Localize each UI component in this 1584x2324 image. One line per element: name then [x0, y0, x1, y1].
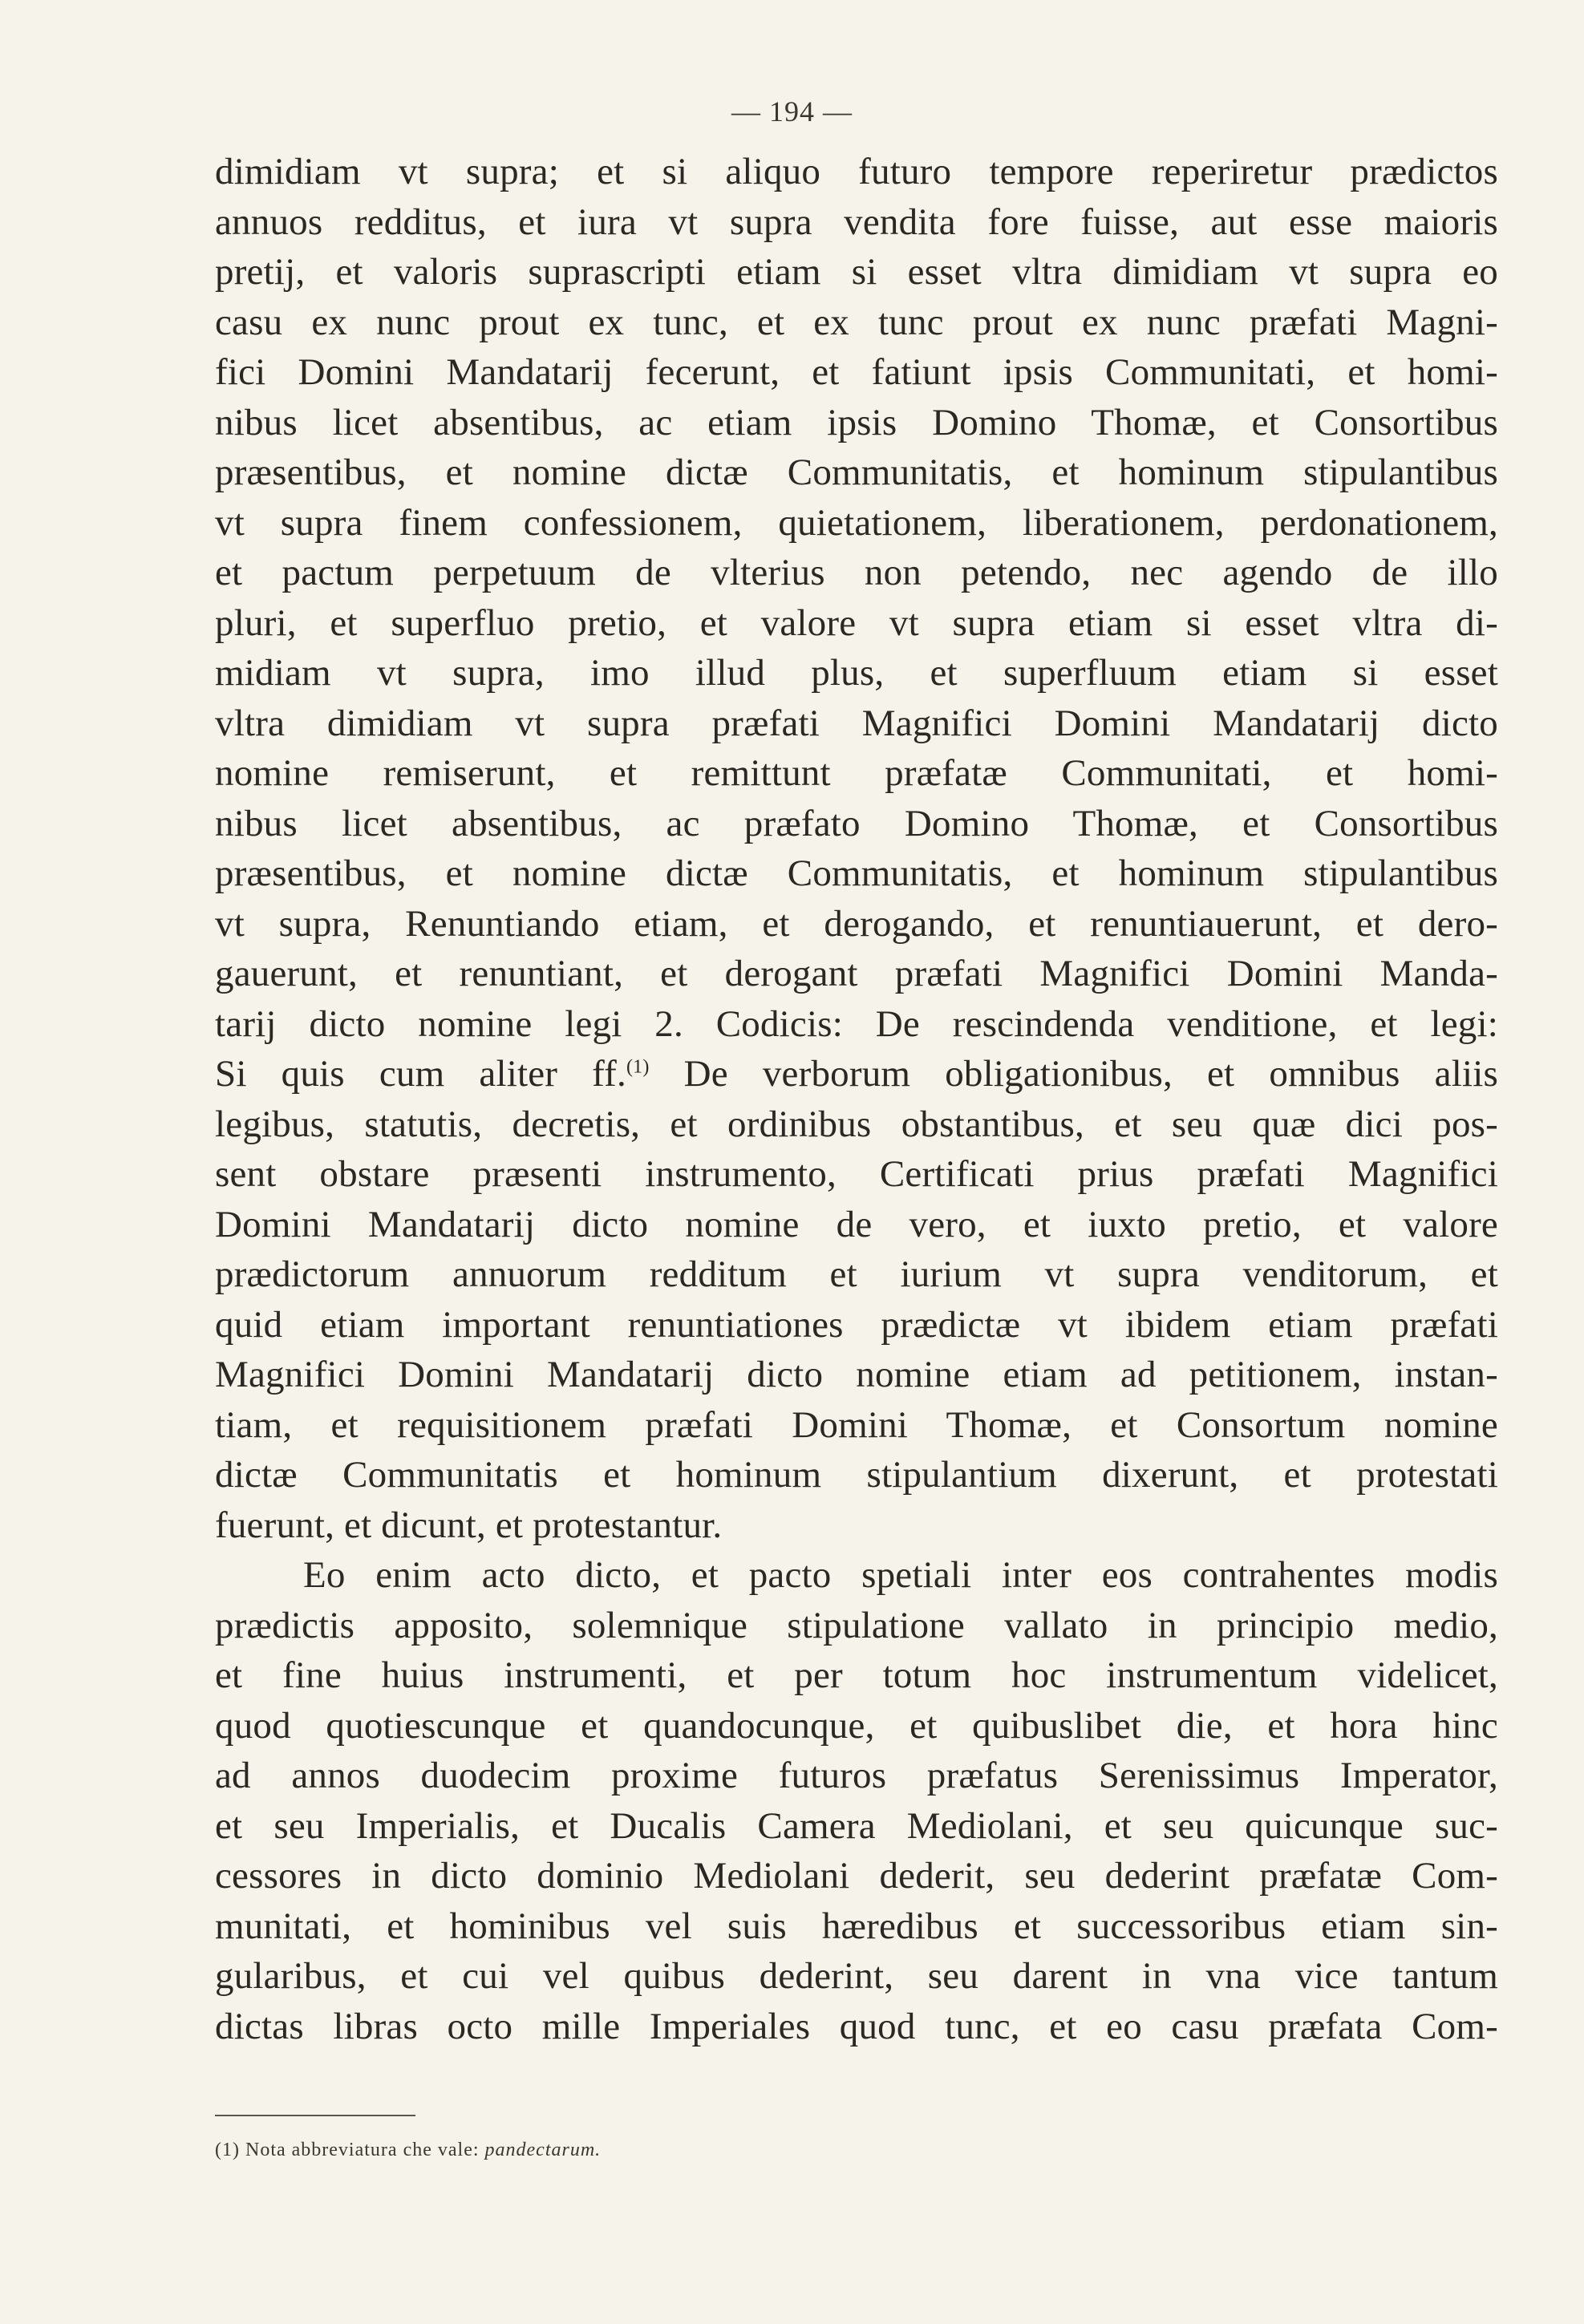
- text-line: annuos redditus, et iura vt supra vendita fore fuisse, aut esse maioris: [215, 200, 1498, 243]
- page-number: — 194 —: [731, 95, 853, 128]
- footnote-text: (1) Nota abbreviatura che vale:: [215, 2140, 485, 2160]
- text-line: tiam, et requisitionem præfati Domini Thomæ, et Consortum nomine: [215, 1403, 1498, 1446]
- paragraph-first-line: Eo enim acto dicto, et pacto spetiali inter eos contrahentes modis: [303, 1554, 1498, 1596]
- text-line: præsentibus, et nomine dictæ Communitatis, et hominum stipulantibus: [215, 852, 1498, 894]
- text-line: ad annos duodecim proxime futuros præfatus Serenissimus Imperator,: [215, 1755, 1498, 1796]
- text-line: vt supra finem confessionem, quietationem, liberationem, perdonationem,: [215, 501, 1498, 544]
- text-line: nibus licet absentibus, ac præfato Domino Thomæ, et Consortibus: [215, 802, 1498, 844]
- text-line: et pactum perpetuum de vlterius non petendo, nec agendo de illo: [215, 552, 1498, 593]
- text-line: legibus, statutis, decretis, et ordinibus obstantibus, et seu quæ dici pos-: [215, 1103, 1498, 1145]
- text-line: cessores in dicto dominio Mediolani dederit, seu dederint præfatæ Com-: [215, 1855, 1498, 1897]
- text-line: gauerunt, et renuntiant, et derogant præfati Magnifici Domini Manda-: [215, 953, 1498, 994]
- paragraph-last-line: fuerunt, et dicunt, et protestantur.: [215, 1504, 723, 1546]
- text-line-with-footnote-ref: [215, 1049, 1498, 1099]
- text-line: nibus licet absentibus, ac etiam ipsis Domino Thomæ, et Consortibus: [215, 401, 1498, 443]
- text-line: et fine huius instrumenti, et per totum hoc instrumentum videlicet,: [215, 1654, 1498, 1696]
- text-segment: De verborum obligationibus, et omnibus aliis: [649, 1053, 1498, 1095]
- text-line: vt supra, Renuntiando etiam, et derogando, et renuntiauerunt, et dero-: [215, 902, 1498, 945]
- text-line: vltra dimidiam vt supra præfati Magnifici Domini Mandatarij dicto: [215, 702, 1498, 744]
- text-line: fici Domini Mandatarij fecerunt, et fatiunt ipsis Communitati, et homi-: [215, 351, 1498, 393]
- footnote-italic-word: pandectarum.: [484, 2140, 602, 2160]
- text-line: casu ex nunc prout ex tunc, et ex tunc prout ex nunc præfati Magni-: [215, 301, 1498, 343]
- text-line: et seu Imperialis, et Ducalis Camera Mediolani, et seu quicunque suc-: [215, 1804, 1498, 1847]
- text-line: pretij, et valoris suprascripti etiam si esset vltra dimidiam vt supra eo: [215, 251, 1498, 293]
- text-line: pluri, et superfluo pretio, et valore vt supra etiam si esset vltra di-: [215, 601, 1498, 644]
- footnote: [215, 2140, 601, 2161]
- text-line: tarij dicto nomine legi 2. Codicis: De rescindenda venditione, et legi:: [215, 1002, 1498, 1045]
- text-line: prædictorum annuorum redditum et iurium vt supra venditorum, et: [215, 1253, 1498, 1295]
- text-segment: Si quis cum aliter ff.: [215, 1053, 626, 1095]
- footnote-divider: [215, 2115, 415, 2116]
- body-text: [215, 147, 1498, 2051]
- text-line: nomine remiserunt, et remittunt præfatæ Communitati, et homi-: [215, 752, 1498, 794]
- text-line: midiam vt supra, imo illud plus, et superfluum etiam si esset: [215, 652, 1498, 694]
- text-line: præsentibus, et nomine dictæ Communitatis, et hominum stipulantibus: [215, 451, 1498, 493]
- text-line: quod quotiescunque et quandocunque, et quibuslibet die, et hora hinc: [215, 1704, 1498, 1747]
- text-line: dictas libras octo mille Imperiales quod tunc, et eo casu præfata Com-: [215, 2005, 1498, 2047]
- text-line: quid etiam important renuntiationes prædictæ vt ibidem etiam præfati: [215, 1303, 1498, 1346]
- text-line: sent obstare præsenti instrumento, Certificati prius præfati Magnifici: [215, 1153, 1498, 1195]
- text-line: Domini Mandatarij dicto nomine de vero, et iuxto pretio, et valore: [215, 1203, 1498, 1245]
- text-line: dictæ Communitatis et hominum stipulantium dixerunt, et protestati: [215, 1454, 1498, 1496]
- text-line: Magnifici Domini Mandatarij dicto nomine etiam ad petitionem, instan-: [215, 1354, 1498, 1395]
- text-line: munitati, et hominibus vel suis hæredibus et successoribus etiam sin-: [215, 1905, 1498, 1947]
- footnote-reference: (1): [626, 1056, 650, 1078]
- text-line: prædictis apposito, solemnique stipulatione vallato in principio medio,: [215, 1604, 1498, 1646]
- text-line: dimidiam vt supra; et si aliquo futuro tempore reperiretur prædictos: [215, 151, 1498, 192]
- text-line: gularibus, et cui vel quibus dederint, seu darent in vna vice tantum: [215, 1955, 1498, 1997]
